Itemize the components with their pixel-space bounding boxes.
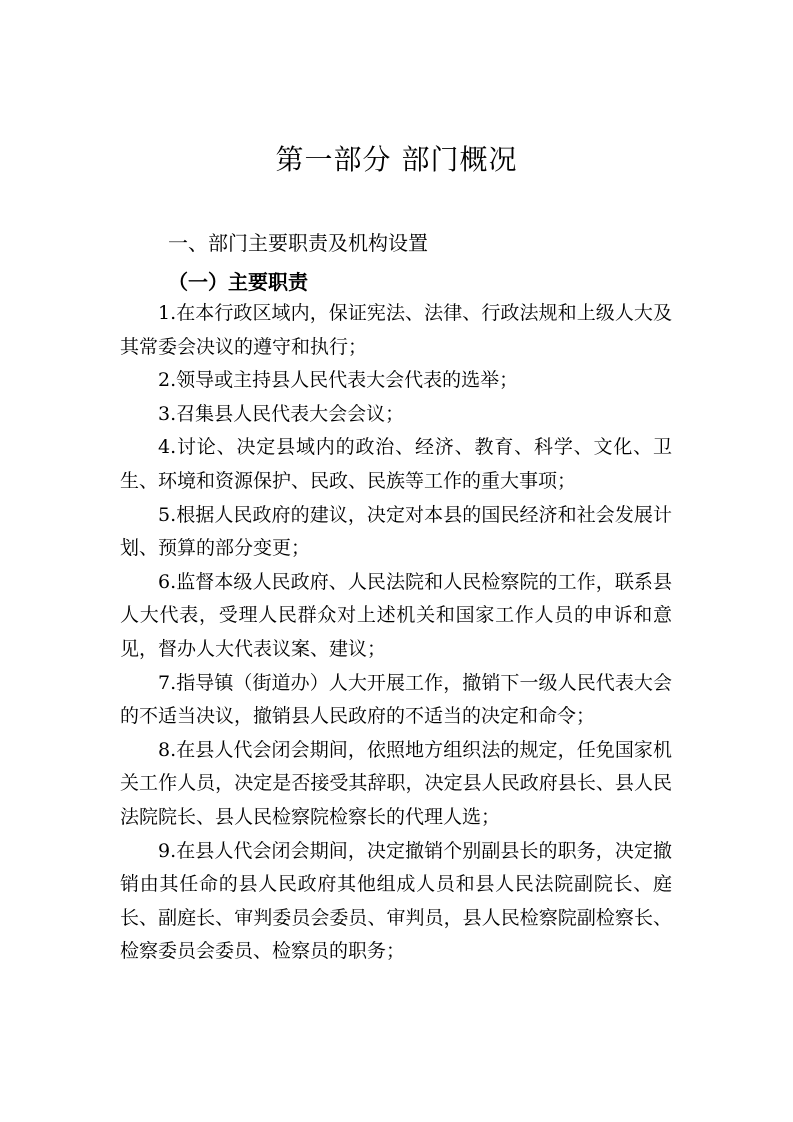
sub-heading: （一）主要职责 — [168, 270, 308, 294]
section-heading: 一、部门主要职责及机构设置 — [168, 231, 428, 255]
page-title: 第一部分 部门概况 — [275, 143, 518, 176]
paragraph-9: 9.在县人代会闭会期间，决定撤销个别副县长的职务，决定撤销由其任命的县人民政府其他组成人员和县人民法院副院长、庭长、副庭长、审判委员会委员、审判员，县人民检察院副检察长、检察委员会委员、检察员的职务； — [120, 839, 672, 963]
paragraph-5: 5.根据人民政府的建议，决定对本县的国民经济和社会发展计划、预算的部分变更； — [120, 503, 672, 560]
paragraph-4: 4.讨论、决定县域内的政治、经济、教育、科学、文化、卫生、环境和资源保护、民政、民族等工作的重大事项； — [120, 436, 672, 492]
paragraph-3: 3.召集县人民代表大会会议； — [158, 402, 405, 425]
body-text — [120, 297, 672, 969]
paragraph-8: 8.在县人代会闭会期间，依照地方组织法的规定，任免国家机关工作人员，决定是否接受其辞职，决定县人民政府县长、县人民法院院长、县人民检察院检察长的代理人选； — [120, 738, 672, 828]
paragraph-1: 1.在本行政区域内，保证宪法、法律、行政法规和上级人大及其常委会决议的遵守和执行； — [120, 302, 672, 358]
paragraph-2: 2.领导或主持县人民代表大会代表的选举； — [158, 369, 519, 392]
paragraph-6: 6.监督本级人民政府、人民法院和人民检察院的工作，联系县人大代表，受理人民群众对上述机关和国家工作人员的申诉和意见，督办人大代表议案、建议； — [120, 570, 672, 660]
paragraph-7: 7.指导镇（街道办）人大开展工作，撤销下一级人民代表大会的不适当决议，撤销县人民政府的不适当的决定和命令； — [120, 671, 672, 728]
